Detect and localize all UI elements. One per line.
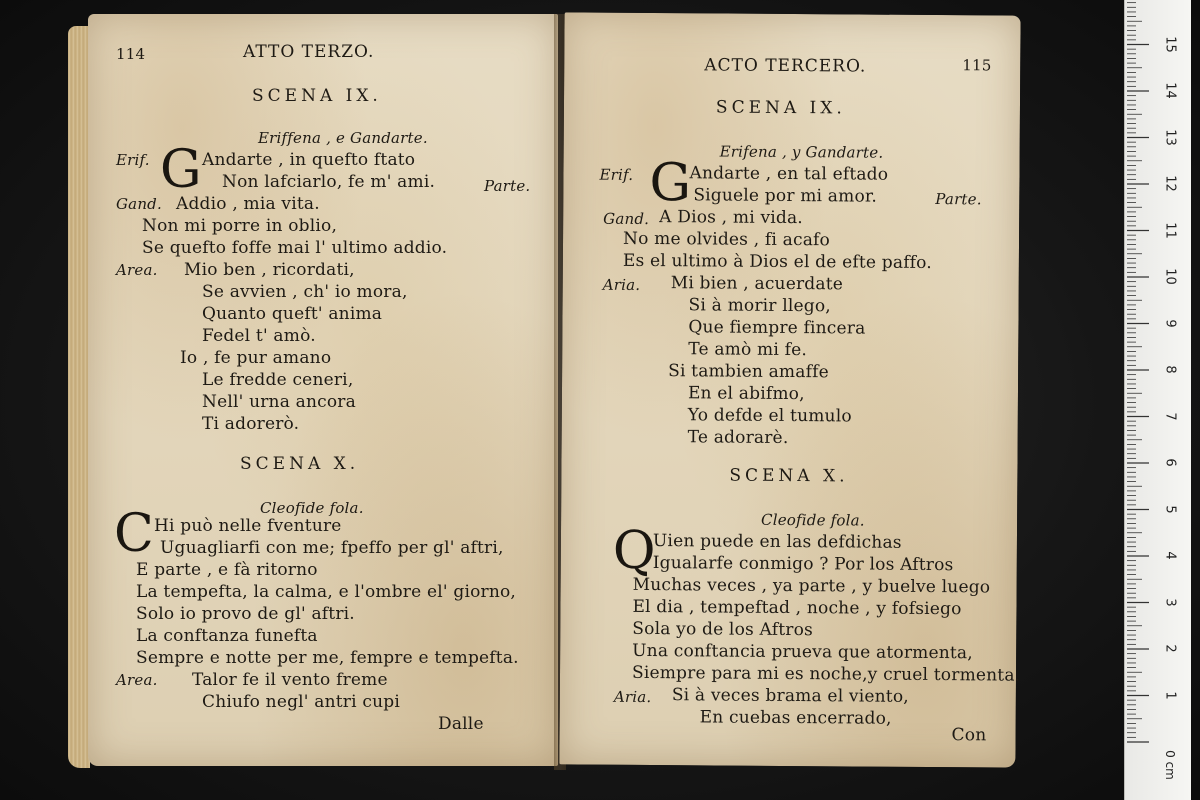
ruler-number: 10	[1162, 268, 1178, 285]
verse-line: Ti adorerò.	[202, 414, 300, 434]
verse-line: E parte , e fà ritorno	[136, 560, 318, 580]
verse-line: Es el ultimo à Dios el de efte paffo.	[622, 250, 933, 273]
verse-line: Addio , mia vita.	[176, 194, 320, 214]
verse-line: Si à veces brama el viento,	[671, 685, 909, 707]
page-edges	[68, 26, 90, 768]
right-page	[559, 12, 1020, 767]
left-scene-ix-title: SCENA IX.	[252, 86, 382, 106]
open-book	[68, 14, 1028, 774]
verse-line: Siguele por mi amor.	[693, 185, 878, 207]
right-scene-ix-characters: Erifena , y Gandarte.	[719, 142, 884, 162]
speaker-label: Area.	[116, 261, 158, 279]
verse-line: Fedel t' amò.	[202, 326, 316, 346]
right-scene-x-title: SCENA X.	[729, 465, 849, 487]
verse-line: Le fredde ceneri,	[202, 370, 354, 390]
right-scene-x-characters: Cleofide fola.	[761, 510, 865, 530]
right-drop-cap-q: Q	[612, 520, 656, 582]
verse-line: Quanto queft' anima	[202, 304, 383, 324]
verse-line: No me olvides , fi acafo	[622, 228, 831, 251]
verse-line: La conftanza funefta	[136, 626, 318, 646]
left-page	[88, 14, 558, 766]
ruler-number: 6	[1162, 458, 1178, 467]
left-page-number: 114	[116, 45, 146, 63]
verse-line: Si tambien amaffe	[668, 361, 829, 383]
verse-line: Que fiempre fincera	[688, 317, 866, 339]
speaker-label: Aria.	[602, 275, 641, 294]
right-scene-ix-title: SCENA IX.	[715, 97, 846, 119]
verse-line: Igualarfe conmigo ? Por los Aftros	[652, 553, 954, 576]
exit-label: Parte.	[935, 190, 982, 209]
verse-line: Andarte , in quefto ftato	[202, 150, 416, 170]
right-page-number: 115	[962, 56, 992, 75]
left-scene-x-characters: Cleofide fola.	[260, 499, 364, 517]
measuring-ruler	[1124, 0, 1191, 800]
verse-line: Yo defde el tumulo	[687, 405, 852, 427]
ruler-unit-label: 0 cm	[1163, 750, 1177, 780]
verse-line: Se quefto foffe mai l' ultimo addio.	[142, 238, 448, 258]
verse-line: Non mi porre in oblio,	[142, 216, 338, 236]
verse-line: A Dios , mi vida.	[659, 207, 804, 229]
verse-line: Sola yo de los Aftros	[632, 618, 814, 641]
ruler-number: 15	[1162, 35, 1178, 53]
speaker-label: Erif.	[116, 151, 150, 169]
verse-line: Uien puede en las defdichas	[652, 531, 902, 553]
ruler-number: 4	[1162, 551, 1178, 560]
speaker-label: Erif.	[599, 165, 634, 184]
left-scene-ix-characters: Eriffena , e Gandarte.	[258, 129, 428, 147]
ruler-number: 12	[1162, 175, 1178, 192]
ruler-number: 13	[1162, 128, 1178, 146]
ruler-number: 11	[1162, 221, 1178, 239]
verse-line: Mi bien , acuerdate	[670, 273, 844, 295]
left-running-head: ATTO TERZO.	[243, 42, 375, 62]
left-scene-x-title: SCENA X.	[240, 454, 360, 474]
left-drop-cap-g: G	[160, 140, 202, 200]
ruler-number: 8	[1162, 365, 1178, 374]
speaker-label: Gand.	[603, 209, 650, 229]
verse-line: En cuebas encerrado,	[699, 707, 892, 729]
ruler-number: 3	[1162, 597, 1178, 607]
ruler-ticks	[1125, 0, 1191, 800]
speaker-label: Aria.	[613, 687, 652, 707]
verse-line: Talor fe il vento freme	[192, 670, 388, 690]
verse-line: Nell' urna ancora	[202, 392, 356, 412]
verse-line: Te adorarè.	[687, 427, 789, 448]
right-drop-cap-g: G	[649, 153, 692, 214]
verse-line: Se avvien , ch' io mora,	[202, 282, 408, 302]
verse-line: Solo io provo de gl' aftri.	[136, 604, 355, 624]
verse-line: Muchas veces , ya parte , y buelve luego	[632, 574, 991, 598]
ruler-number: 1	[1162, 690, 1178, 700]
verse-line: Si à morir llego,	[688, 295, 831, 317]
verse-line: Mio ben , ricordati,	[184, 260, 355, 280]
ruler-number: 5	[1162, 504, 1178, 514]
verse-line: La tempefta, la calma, e l'ombre el' giorno,	[136, 582, 517, 602]
left-catchword: Dalle	[438, 714, 484, 734]
ruler-number: 9	[1162, 318, 1178, 328]
speaker-label: Area.	[116, 671, 158, 689]
verse-line: Uguagliarfi con me; fpeffo per gl' aftri,	[160, 538, 504, 558]
ruler-number: 2	[1162, 644, 1178, 653]
verse-line: Siempre para mi es noche,y cruel tormenta.	[631, 662, 1021, 686]
verse-line: Sempre e notte per me, fempre e tempefta.	[136, 648, 519, 668]
verse-line: Te amò mi fe.	[688, 339, 808, 361]
verse-line: Una conftancia prueva que atormenta,	[632, 640, 973, 664]
right-running-head: ACTO TERCERO.	[704, 55, 867, 77]
verse-line: Hi può nelle fventure	[154, 516, 342, 536]
ruler-number: 7	[1162, 411, 1178, 421]
left-drop-cap-c: C	[114, 504, 154, 564]
verse-line: Chiufo negl' antri cupi	[202, 692, 400, 712]
verse-line: En el abifmo,	[687, 383, 805, 405]
ruler-number: 14	[1162, 82, 1178, 99]
verse-line: El dia , tempeftad , noche , y fofsiego	[632, 596, 962, 620]
verse-line: Io , fe pur amano	[180, 348, 332, 368]
verse-line: Andarte , en tal eftado	[689, 163, 889, 185]
exit-label: Parte.	[484, 177, 531, 195]
right-catchword: Con	[951, 725, 987, 746]
speaker-label: Gand.	[116, 195, 162, 213]
verse-line: Non lafciarlo, fe m' ami.	[222, 172, 436, 192]
